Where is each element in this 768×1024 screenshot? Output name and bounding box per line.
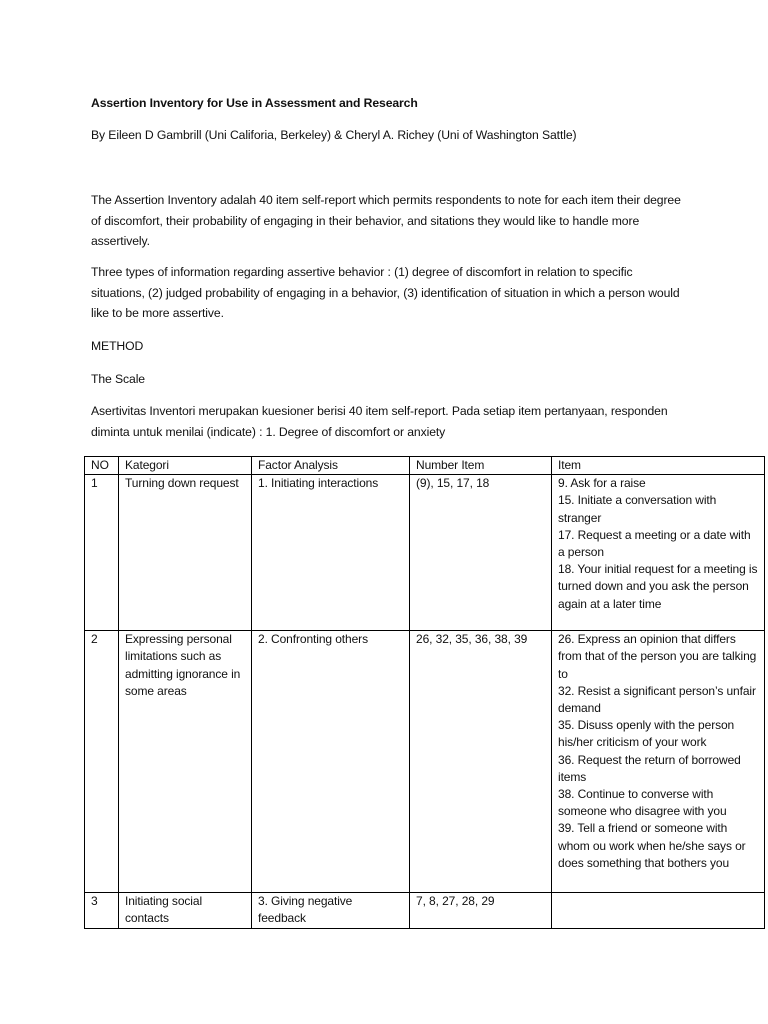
document-title: Assertion Inventory for Use in Assessment and Research	[91, 96, 418, 110]
item-text: 35. Disuss openly with the person his/her criticism of your work	[558, 718, 735, 750]
item-text: 17. Request a meeting or a date with a person	[558, 527, 751, 560]
item-text: 39. Tell a friend or someone with whom ou work when he/she says or does something that bothers you	[558, 821, 746, 870]
header-number-item: Number Item	[410, 457, 552, 475]
row-number-items: (9), 15, 17, 18	[410, 475, 552, 631]
row-number: 1	[85, 475, 119, 631]
scale-paragraph: Asertivitas Inventori merupakan kuesioner berisi 40 item self-report. Pada setiap item pertanyaan, responden diminta untuk menilai (indicate) : 1. Degree of discomfort or anxiety	[91, 404, 668, 439]
row-number-items: 26, 32, 35, 36, 38, 39	[410, 631, 552, 893]
item-text: 36. Request the return of borrowed items	[558, 752, 741, 784]
assertion-table	[84, 456, 765, 929]
row-items	[552, 631, 765, 893]
table-row	[85, 631, 765, 893]
row-number: 2	[85, 631, 119, 893]
table-header-row	[85, 457, 765, 475]
row-factor-analysis: 3. Giving negative feedback	[252, 893, 410, 929]
item-text: 18. Your initial request for a meeting is turned down and you ask the person again at a later time	[558, 562, 758, 611]
row-kategori: Initiating social contacts	[119, 893, 252, 929]
row-number-items: 7, 8, 27, 28, 29	[410, 893, 552, 929]
row-items	[552, 893, 765, 929]
scale-heading: The Scale	[91, 372, 145, 386]
types-paragraph: Three types of information regarding assertive behavior : (1) degree of discomfort in relation to specific situations, (2) judged probability of engaging in a behavior, (3) identification of situation in which a person would like to be more assertive.	[91, 265, 680, 320]
header-kategori: Kategori	[119, 457, 252, 475]
document-authors: By Eileen D Gambrill (Uni Califoria, Berkeley) & Cheryl A. Richey (Uni of Washington Sattle)	[91, 128, 577, 142]
table-row	[85, 893, 765, 929]
item-text: 9. Ask for a raise	[558, 476, 646, 491]
row-number: 3	[85, 893, 119, 929]
row-kategori: Turning down request	[119, 475, 252, 631]
item-text: 15. Initiate a conversation with stranger	[558, 493, 717, 525]
item-text: 32. Resist a significant person’s unfair demand	[558, 683, 756, 716]
table-row	[85, 475, 765, 631]
row-items	[552, 475, 765, 631]
row-kategori: Expressing personal limitations such as admitting ignorance in some areas	[119, 631, 252, 893]
row-factor-analysis: 2. Confronting others	[252, 631, 410, 893]
row-factor-analysis: 1. Initiating interactions	[252, 475, 410, 631]
item-text: 26. Express an opinion that differs from that of the person you are talking to	[558, 632, 757, 681]
intro-paragraph: The Assertion Inventory adalah 40 item self-report which permits respondents to note for each item their degree of discomfort, their probability of engaging in their behavior, and sitations they would like to handle more assertively.	[91, 193, 681, 248]
method-heading: METHOD	[91, 339, 144, 353]
header-no: NO	[85, 457, 119, 475]
header-item: Item	[552, 457, 765, 475]
item-text: 38. Continue to converse with someone who disagree with you	[558, 787, 727, 819]
header-factor-analysis: Factor Analysis	[252, 457, 410, 475]
